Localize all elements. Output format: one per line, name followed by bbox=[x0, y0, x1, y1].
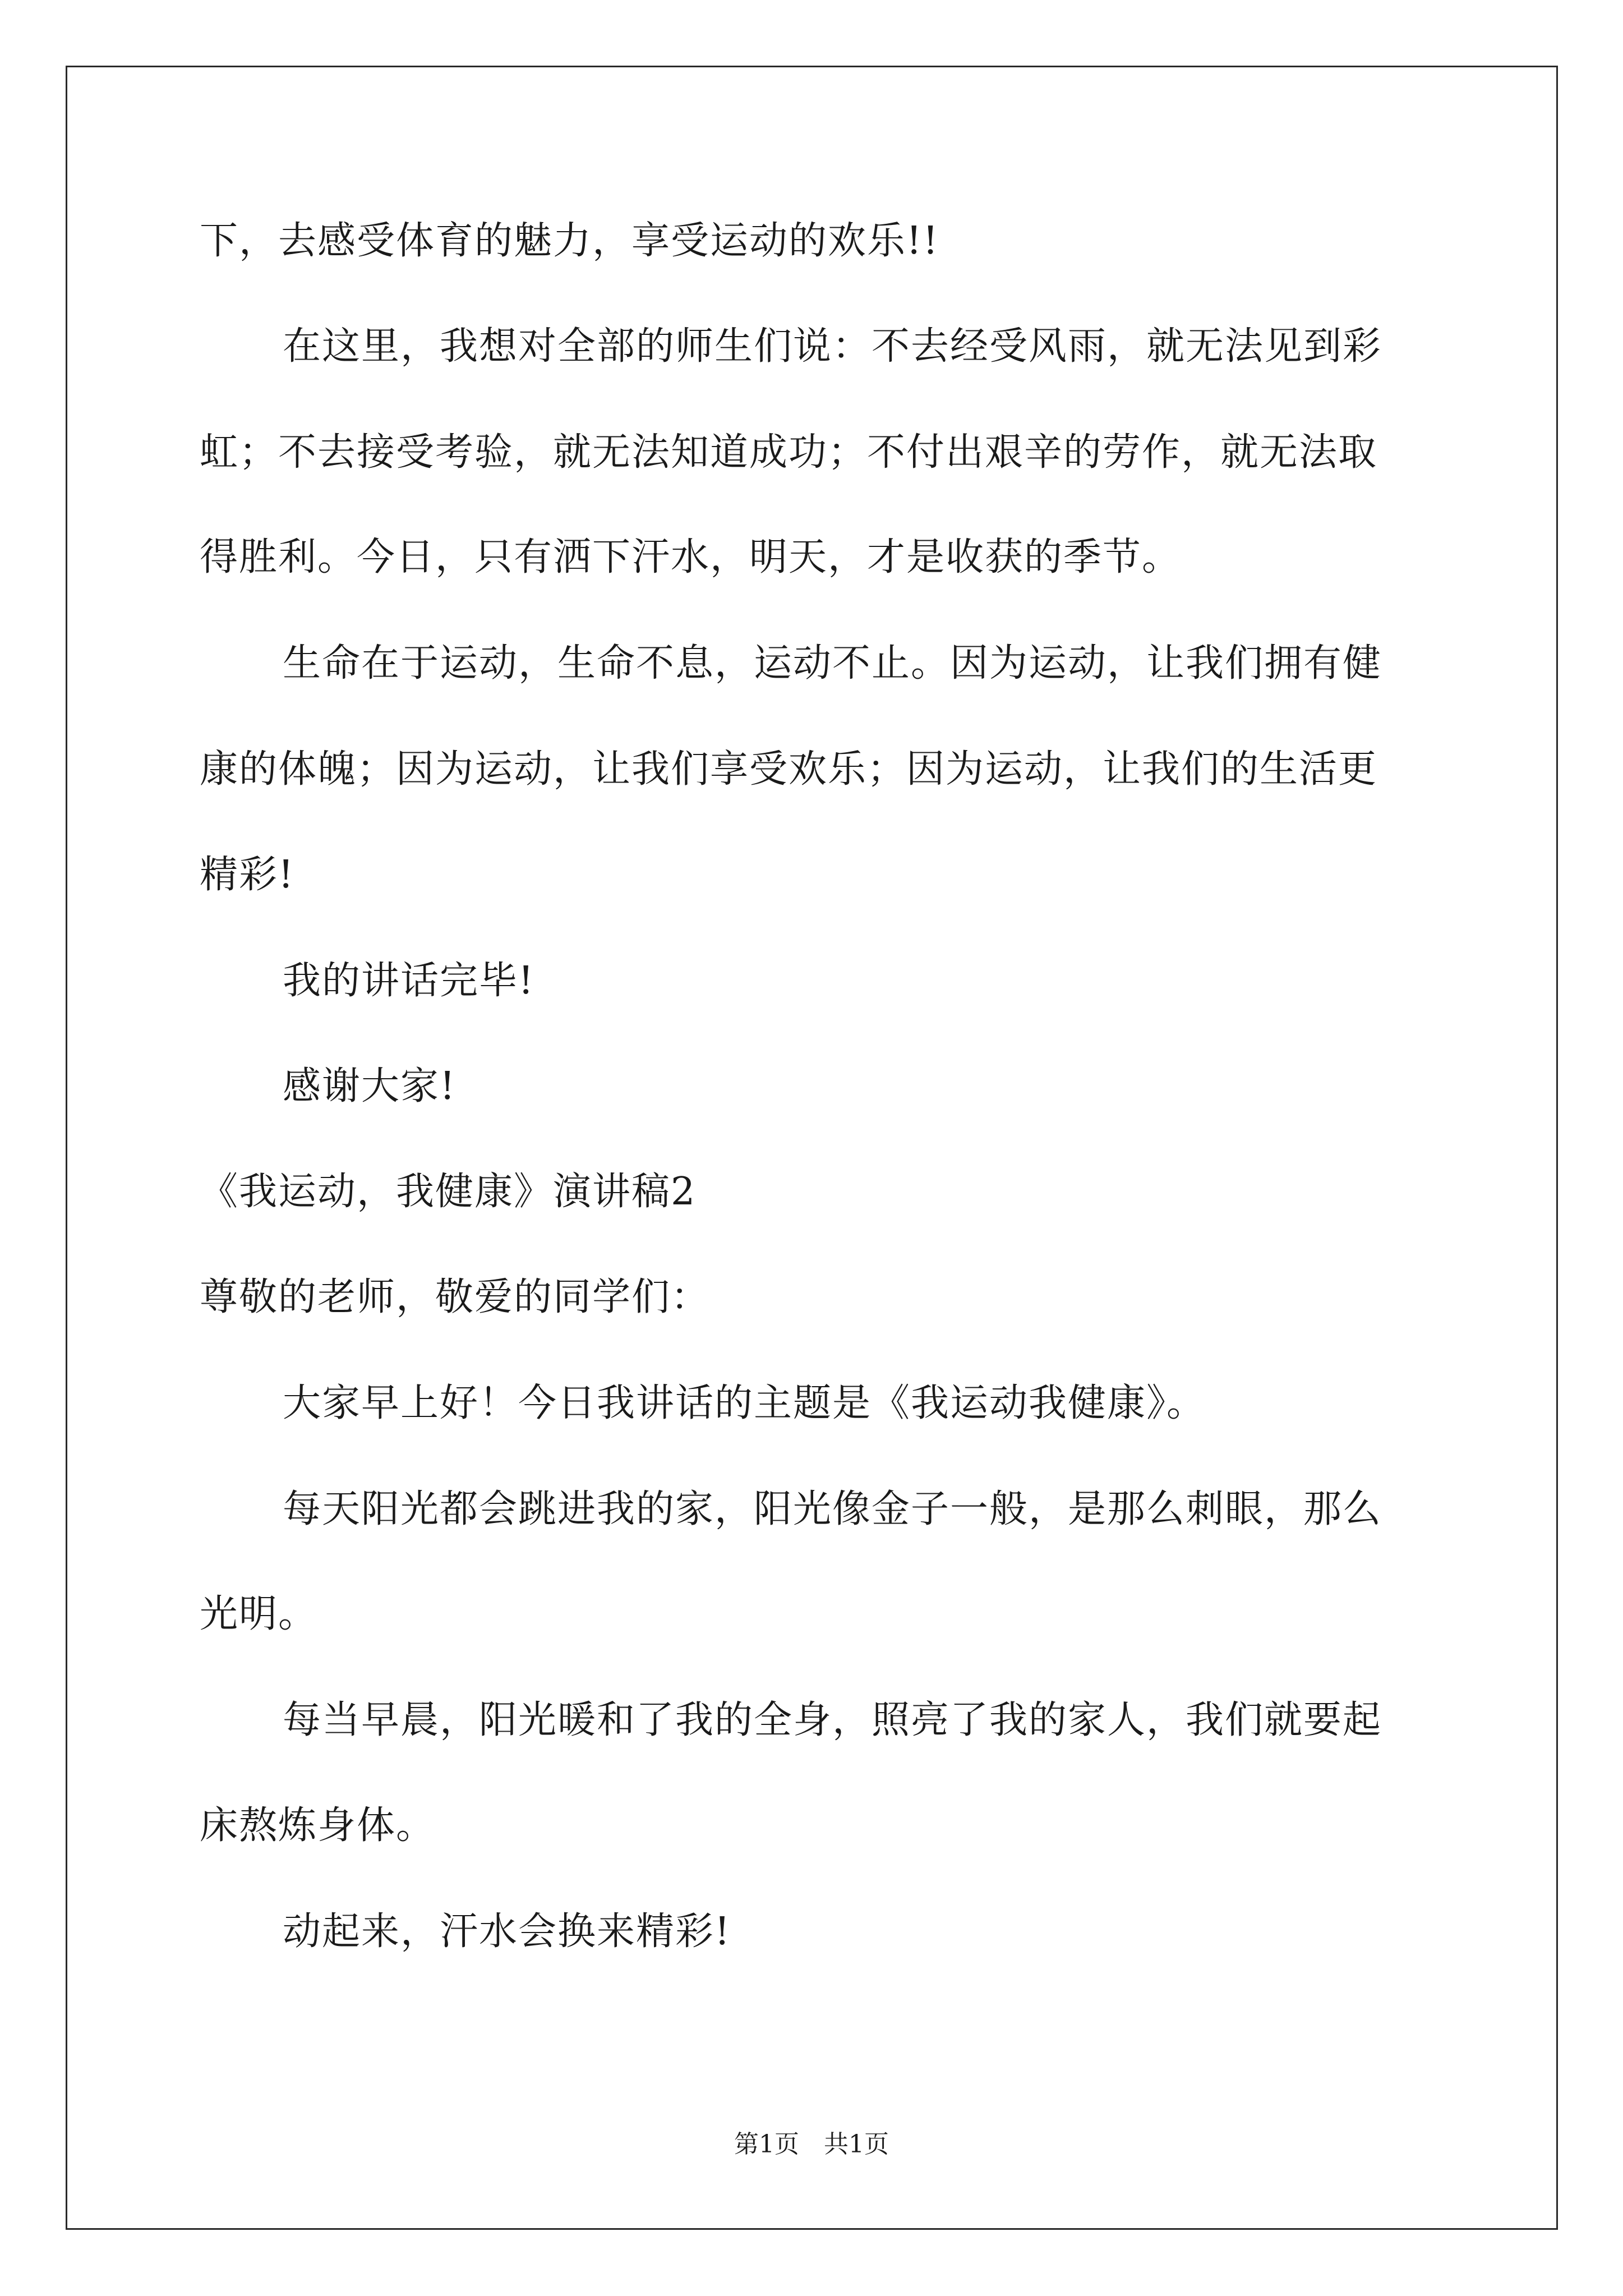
paragraph-line: 感谢大家! bbox=[283, 1064, 457, 1108]
paragraph-line: 光明。 bbox=[200, 1592, 318, 1636]
section-heading: 《我运动，我健康》演讲稿2 bbox=[200, 1170, 697, 1214]
paragraph-line: 动起来，汗水会换来精彩! bbox=[283, 1910, 731, 1954]
paragraph-line: 在这里，我想对全部的师生们说：不去经受风雨，就无法见到彩 bbox=[283, 324, 1382, 369]
paragraph-line: 大家早上好！今日我讲话的主题是《我运动我健康》。 bbox=[283, 1381, 1206, 1425]
paragraph-line: 下，去感受体育的魅力，享受运动的欢乐!! bbox=[200, 219, 939, 263]
paragraph-line: 每当早晨，阳光暖和了我的全身，照亮了我的家人，我们就要起 bbox=[283, 1698, 1382, 1742]
paragraph-line: 康的体魄；因为运动，让我们享受欢乐；因为运动，让我们的生活更 bbox=[200, 747, 1378, 792]
paragraph-line: 精彩! bbox=[200, 853, 295, 897]
paragraph-line: 每天阳光都会跳进我的家，阳光像金子一般，是那么刺眼，那么 bbox=[283, 1487, 1382, 1531]
paragraph-line: 我的讲话完毕! bbox=[283, 959, 535, 1003]
salutation: 尊敬的老师，敬爱的同学们： bbox=[200, 1275, 711, 1319]
page-number-footer: 第1页 共1页 bbox=[734, 2130, 889, 2159]
paragraph-line: 生命在于运动，生命不息，运动不止。因为运动，让我们拥有健 bbox=[283, 641, 1382, 685]
paragraph-line: 床熬炼身体。 bbox=[200, 1803, 436, 1848]
paragraph-line: 得胜利。今日，只有洒下汗水，明天，才是收获的季节。 bbox=[200, 535, 1182, 579]
paragraph-line: 虹；不去接受考验，就无法知道成功；不付出艰辛的劳作，就无法取 bbox=[200, 430, 1378, 475]
